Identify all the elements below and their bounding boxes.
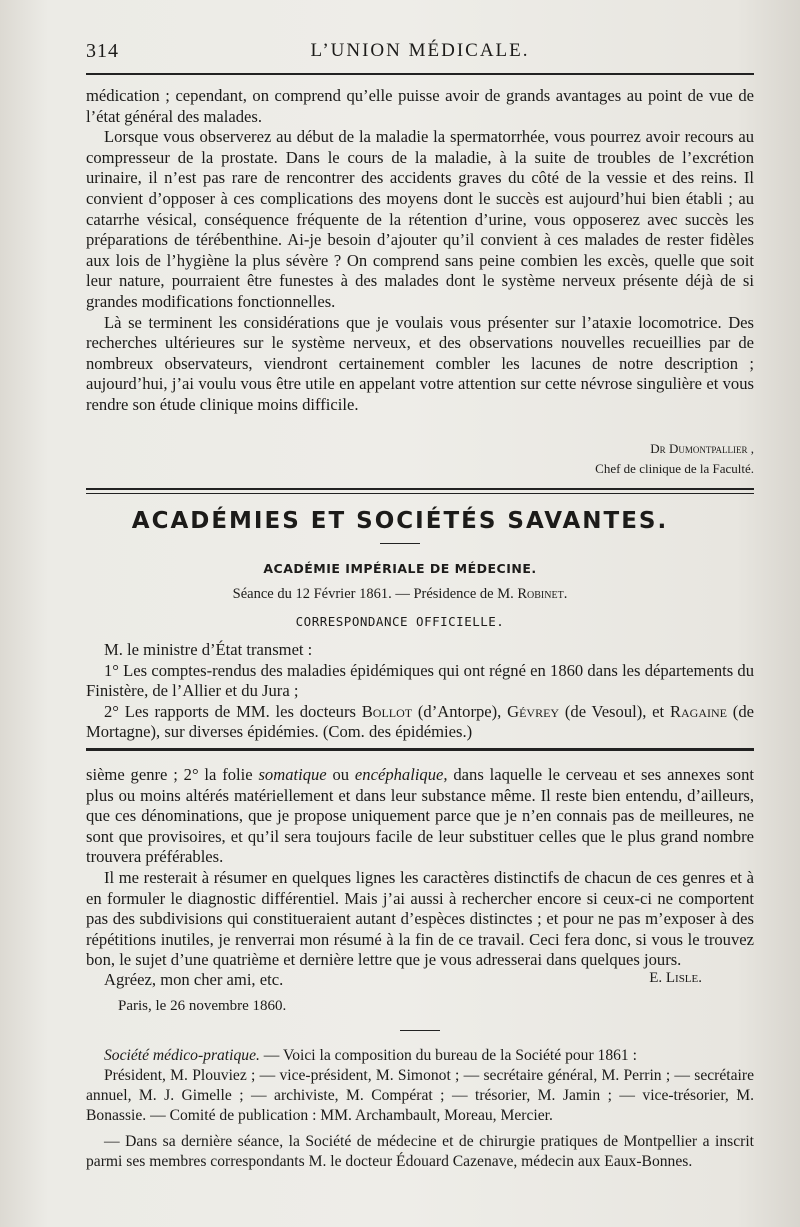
closing-text: Agréez, mon cher ami, etc. bbox=[104, 970, 284, 989]
paragraph bbox=[86, 1046, 754, 1066]
short-divider bbox=[400, 1030, 440, 1031]
correspondance-title: CORRESPONDANCE OFFICIELLE. bbox=[295, 614, 505, 629]
seance-president: Robinet. bbox=[517, 586, 568, 602]
page-header bbox=[86, 40, 754, 68]
seance-line bbox=[0, 586, 800, 603]
italic-term: Société médico-pratique. bbox=[104, 1047, 260, 1064]
text-run: 2° Les rapports de MM. les docteurs bbox=[104, 701, 362, 721]
italic-term: somatique bbox=[258, 765, 327, 784]
signature-name: Dr Dumontpallier , bbox=[650, 441, 754, 456]
article-folie bbox=[86, 765, 754, 971]
doctor-name: Gévrey bbox=[507, 701, 560, 721]
text-run: (de Mortagne), sur diverses épidémies. (Com. des épidémies.) bbox=[86, 701, 754, 742]
italic-term: encéphalique, bbox=[354, 765, 448, 784]
paragraph: Lorsque vous observerez au début de la maladie la spermatorrhée, vous pourrez avoir recours au compresseur de la prostate. Dans le cours de la maladie, à la suite de troubles de l’excrétion urinaire, il n’est pas rare de rencontrer des accidents graves du côté de la vessie et des reins. Il convient d’opposer à ces complications des moyens dont le succès est aujourd’hui bien établi ; au catarrhe vésical, conséquence fréquente de la rétention d’urine, vous opposerez avec succès les préparations de térébenthine. Ai-je besoin d’ajouter qu’il convient à ces malades de rester fidèles aux lois de l’hygiène la plus sévère ? On comprend sans peine combien les excès, quelle que soit leur nature, pourraient être funestes à des malades dont le système nerveux présente déjà de si grandes modifications fonctionnelles. bbox=[86, 127, 754, 311]
section-rule-bottom bbox=[86, 748, 754, 751]
paragraph: médication ; cependant, on comprend qu’elle puisse avoir de grands avantages au point de vue de l’état général des malades. bbox=[86, 86, 754, 126]
section-title: ACADÉMIES ET SOCIÉTÉS SAVANTES. bbox=[131, 508, 669, 534]
section-rule-top-thin bbox=[86, 493, 754, 494]
article-ataxie bbox=[86, 86, 754, 416]
paragraph: Là se terminent les considérations que je voulais vous présenter sur l’ataxie locomotrice. Des recherches ultérieures sur le système nerveux, et des observations nouvelles recueillies par de nombreux observateurs, viendront certainement combler les lacunes de notre description ; aujourd’hui, j’ai voulu vous être utile en appelant votre attention sur cette névrose singulière et vous rendre son étude clinique moins difficile. bbox=[86, 312, 754, 414]
running-title: L’UNION MÉDICALE. bbox=[310, 40, 530, 61]
header-rule bbox=[86, 73, 754, 75]
signature-title: Chef de clinique de la Faculté. bbox=[595, 461, 754, 476]
signature-lisle: E. Lisle. bbox=[649, 970, 702, 986]
doctor-name: Ragaine bbox=[669, 701, 728, 721]
text-run: (d’Antorpe), bbox=[412, 701, 508, 721]
date-line: Paris, le 26 novembre 1860. bbox=[118, 998, 287, 1014]
text-run: — Voici la composition du bureau de la Société pour 1861 : bbox=[259, 1047, 637, 1064]
page-number: 314 bbox=[86, 40, 119, 62]
seance-text: Séance du 12 Février 1861. — Présidence de M. bbox=[232, 586, 518, 602]
text-run: ou bbox=[326, 765, 355, 784]
paragraph: Il me resterait à résumer en quelques lignes les caractères distinctifs de chacun de ces genres et à en formuler le diagnostic différentiel. Mais j’ai aussi à rechercher encore si ceux-ci ne comportent pas des subdivisions qui constitueraient autant d’espèces distinctes ; et pour ne pas m’exposer à des répétitions inutiles, je renverrai mon résumé à la fin de ce travail. Ceci fera donc, si vous le trouvez bon, le sujet d’une quatrième et dernière lettre que je vous adresserai dans quelques jours. bbox=[86, 867, 754, 970]
paragraph bbox=[86, 702, 754, 743]
paragraph: 1° Les comptes-rendus des maladies épidémiques qui ont régné en 1860 dans les départements du Finistère, de l’Allier et du Jura ; bbox=[86, 660, 754, 701]
section-rule-top bbox=[86, 488, 754, 490]
academy-title: ACADÉMIE IMPÉRIALE DE MÉDECINE. bbox=[263, 561, 537, 576]
text-run: dans laquelle le cerveau et ses annexes sont plus ou moins altérés matériellement et dans leur substance même. Il reste bien entendu, d’ailleurs, que ces dénominations, que je propose uniquement parce que je n’en connais pas de meilleures, ne sont que provisoires, et qu’il sera toujours facile de leur substituer celles que le plus grand nombre trouvera préférables. bbox=[86, 765, 755, 867]
paragraph bbox=[86, 765, 754, 868]
text-run: sième genre ; 2° la folie bbox=[86, 765, 259, 784]
society-news bbox=[86, 1046, 754, 1172]
paragraph: M. le ministre d’État transmet : bbox=[104, 640, 313, 659]
short-divider bbox=[380, 543, 420, 544]
academy-body bbox=[86, 640, 754, 743]
paragraph: — Dans sa dernière séance, la Société de médecine et de chirurgie pratiques de Montpellier a inscrit parmi ses membres correspondants M. le docteur Édouard Cazenave, médecin aux Eaux-Bonnes. bbox=[86, 1133, 754, 1170]
text-run: (de Vesoul), et bbox=[559, 701, 670, 721]
paragraph: Président, M. Plouviez ; — vice-président, M. Simonot ; — secrétaire général, M. Perrin ; — secrétaire annuel, M. J. Gimelle ; — archiviste, M. Compérat ; — trésorier, M. Jamin ; — vice-trésorier, M. Bonassie. — Comité de publication : MM. Archambault, Moreau, Mercier. bbox=[86, 1067, 754, 1124]
doctor-name: Bollot bbox=[361, 701, 413, 721]
closing-line bbox=[86, 970, 754, 990]
